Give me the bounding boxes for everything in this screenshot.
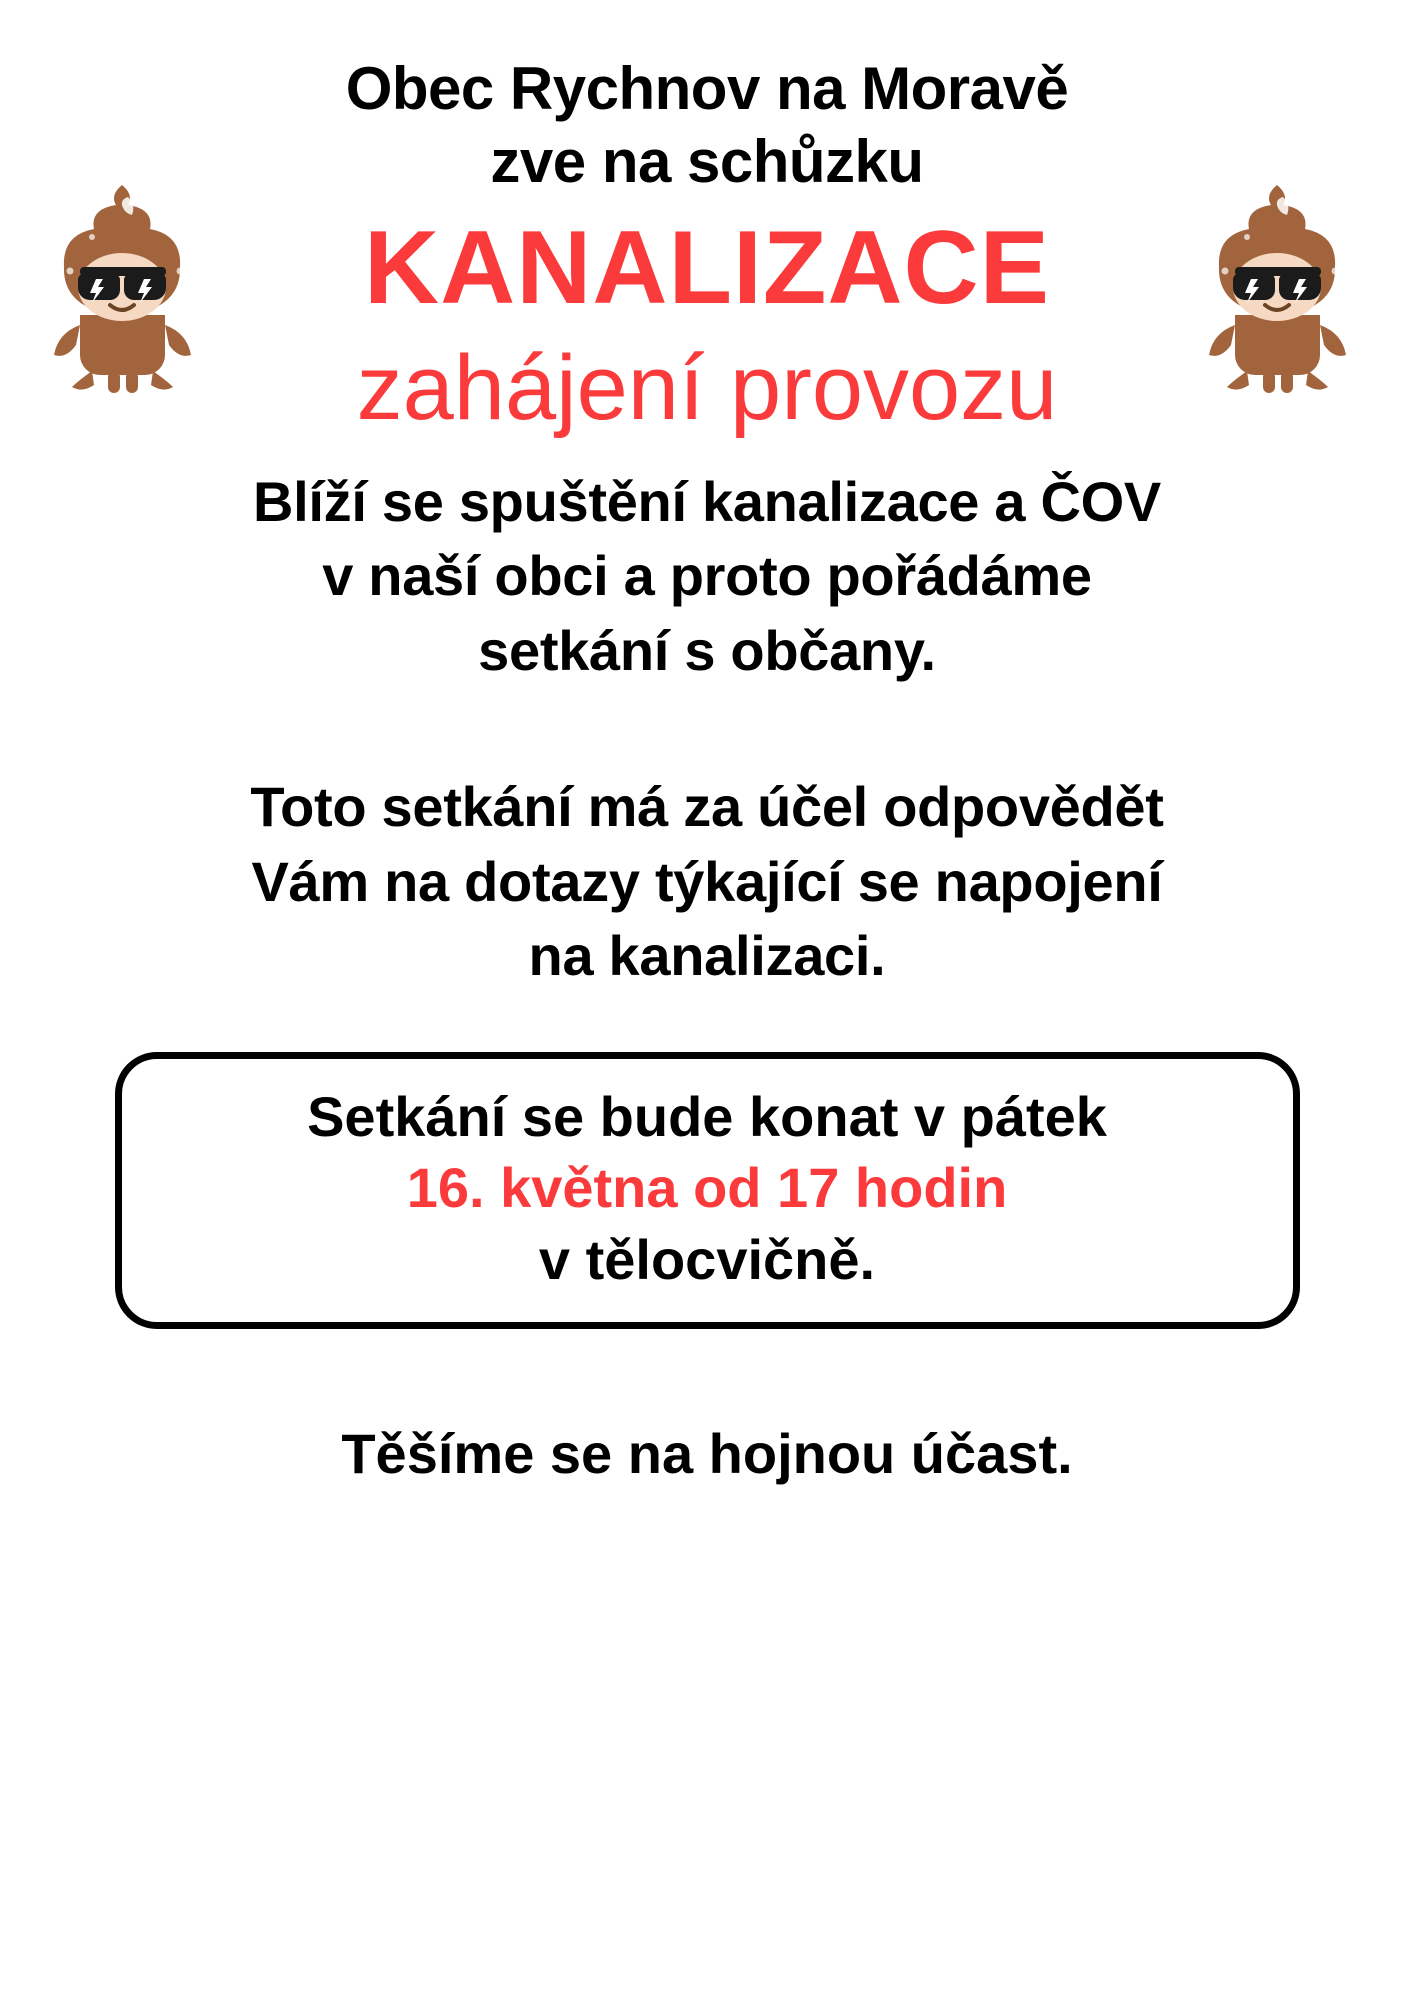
paragraph-one-line-1: Blíží se spuštění kanalizace a ČOV [253, 469, 1161, 533]
event-date-intro: Setkání se bude konat v pátek [307, 1084, 1107, 1148]
page-subtitle: zahájení provozu [356, 336, 1058, 439]
paragraph-one-line-2: v naší obci a proto pořádáme [322, 544, 1092, 608]
invitation-line-1: Obec Rychnov na Moravě [345, 55, 1069, 122]
page-title: KANALIZACE [364, 210, 1050, 327]
event-datetime: 16. května od 17 hodin [406, 1156, 1008, 1220]
event-details-box [115, 1052, 1300, 1329]
closing-note: Těšíme se na hojnou účast. [341, 1421, 1073, 1485]
paragraph-two-line-2: Vám na dotazy týkající se napojení [251, 849, 1163, 913]
event-location: v tělocvičně. [538, 1227, 876, 1291]
paragraph-one [253, 465, 1161, 688]
poop-character-sunglasses-icon [30, 175, 215, 405]
invitation-line-2: zve na schůzku [490, 128, 924, 196]
poop-character-sunglasses-icon [1185, 175, 1370, 405]
paragraph-one-line-3: setkání s občany. [478, 618, 936, 682]
paragraph-two-line-3: na kanalizaci. [528, 924, 886, 988]
paragraph-two-line-1: Toto setkání má za účel odpovědět [250, 775, 1164, 839]
paragraph-two [250, 770, 1163, 993]
invitation-heading [346, 52, 1069, 198]
